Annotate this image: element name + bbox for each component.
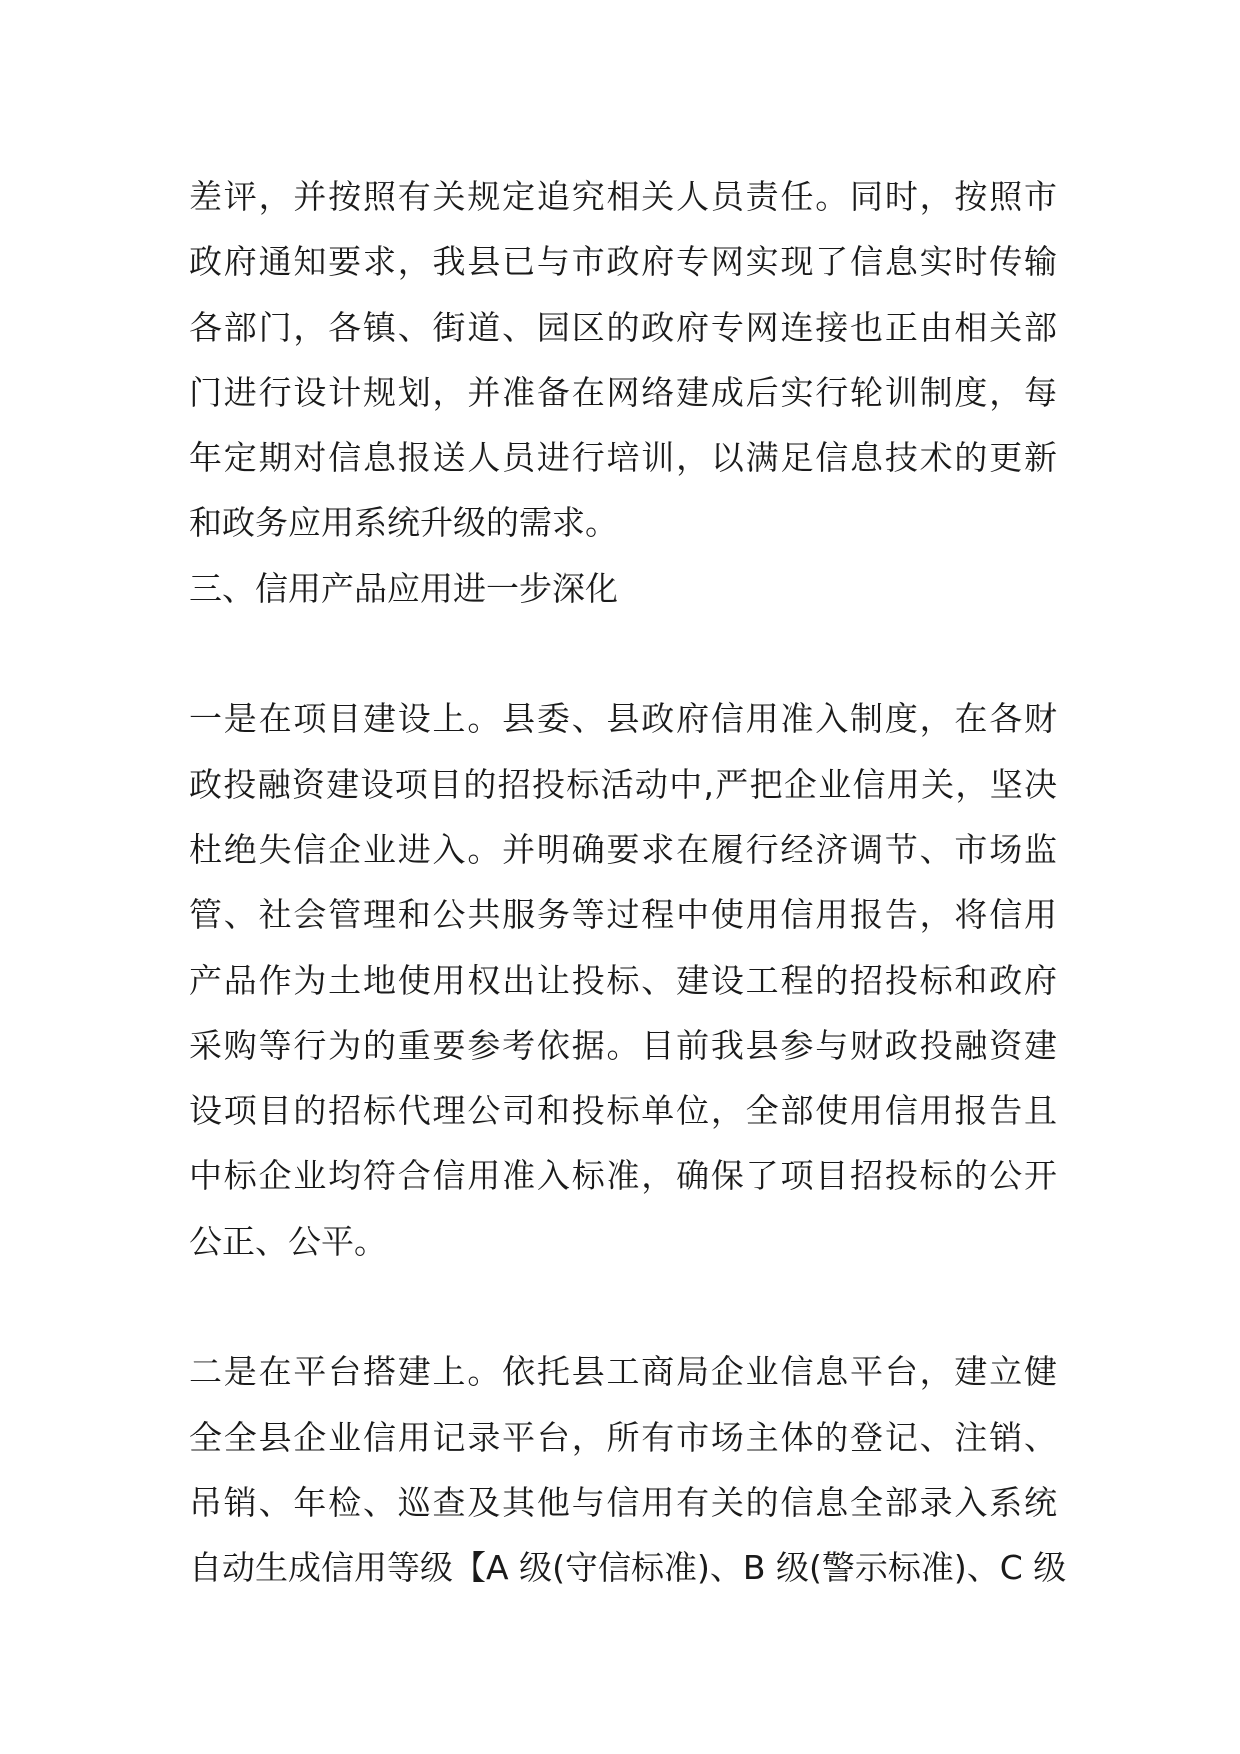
section-heading-text: 三、信用产品应用进一步深化 <box>189 568 618 608</box>
text-line: 设项目的招标代理公司和投标单位，全部使用信用报告且 <box>189 1091 1057 1131</box>
text-line: 中标企业均符合信用准入标准，确保了项目招投标的公开 <box>189 1156 1057 1196</box>
blank-line <box>189 1274 1057 1339</box>
text-line: 采购等行为的重要参考依据。目前我县参与财政投融资建 <box>189 1025 1057 1065</box>
paragraph-platform-construction <box>189 1339 1067 1600</box>
section-heading <box>189 556 1057 621</box>
text-line: 杜绝失信企业进入。并明确要求在履行经济调节、市场监 <box>189 829 1057 869</box>
text-line: 政投融资建设项目的招投标活动中,严把企业信用关，坚决 <box>189 764 1057 804</box>
paragraph-project-construction <box>189 686 1057 1274</box>
paragraph-continuation <box>189 164 1057 556</box>
text-line: 自动生成信用等级【A 级(守信标准)、B 级(警示标准)、C 级 <box>189 1548 1067 1588</box>
text-line: 政府通知要求，我县已与市政府专网实现了信息实时传输 <box>189 242 1057 282</box>
text-line: 一是在项目建设上。县委、县政府信用准入制度，在各财 <box>189 699 1057 739</box>
text-line: 吊销、年检、巡查及其他与信用有关的信息全部录入系统 <box>189 1482 1057 1522</box>
text-line: 差评，并按照有关规定追究相关人员责任。同时，按照市 <box>189 177 1057 216</box>
text-line: 二是在平台搭建上。依托县工商局企业信息平台，建立健 <box>189 1352 1057 1392</box>
text-line: 产品作为土地使用权出让投标、建设工程的招投标和政府 <box>189 960 1057 1000</box>
text-line: 和政务应用系统升级的需求。 <box>189 503 618 543</box>
text-line: 门进行设计规划，并准备在网络建成后实行轮训制度，每 <box>189 372 1057 412</box>
document-body <box>189 164 1067 1601</box>
text-line: 各部门，各镇、街道、园区的政府专网连接也正由相关部 <box>189 307 1057 347</box>
text-line: 年定期对信息报送人员进行培训，以满足信息技术的更新 <box>189 438 1057 478</box>
text-line: 公正、公平。 <box>189 1221 387 1261</box>
text-line: 全全县企业信用记录平台，所有市场主体的登记、注销、 <box>189 1417 1057 1457</box>
blank-line <box>189 621 1057 686</box>
text-line: 管、社会管理和公共服务等过程中使用信用报告，将信用 <box>189 895 1057 935</box>
